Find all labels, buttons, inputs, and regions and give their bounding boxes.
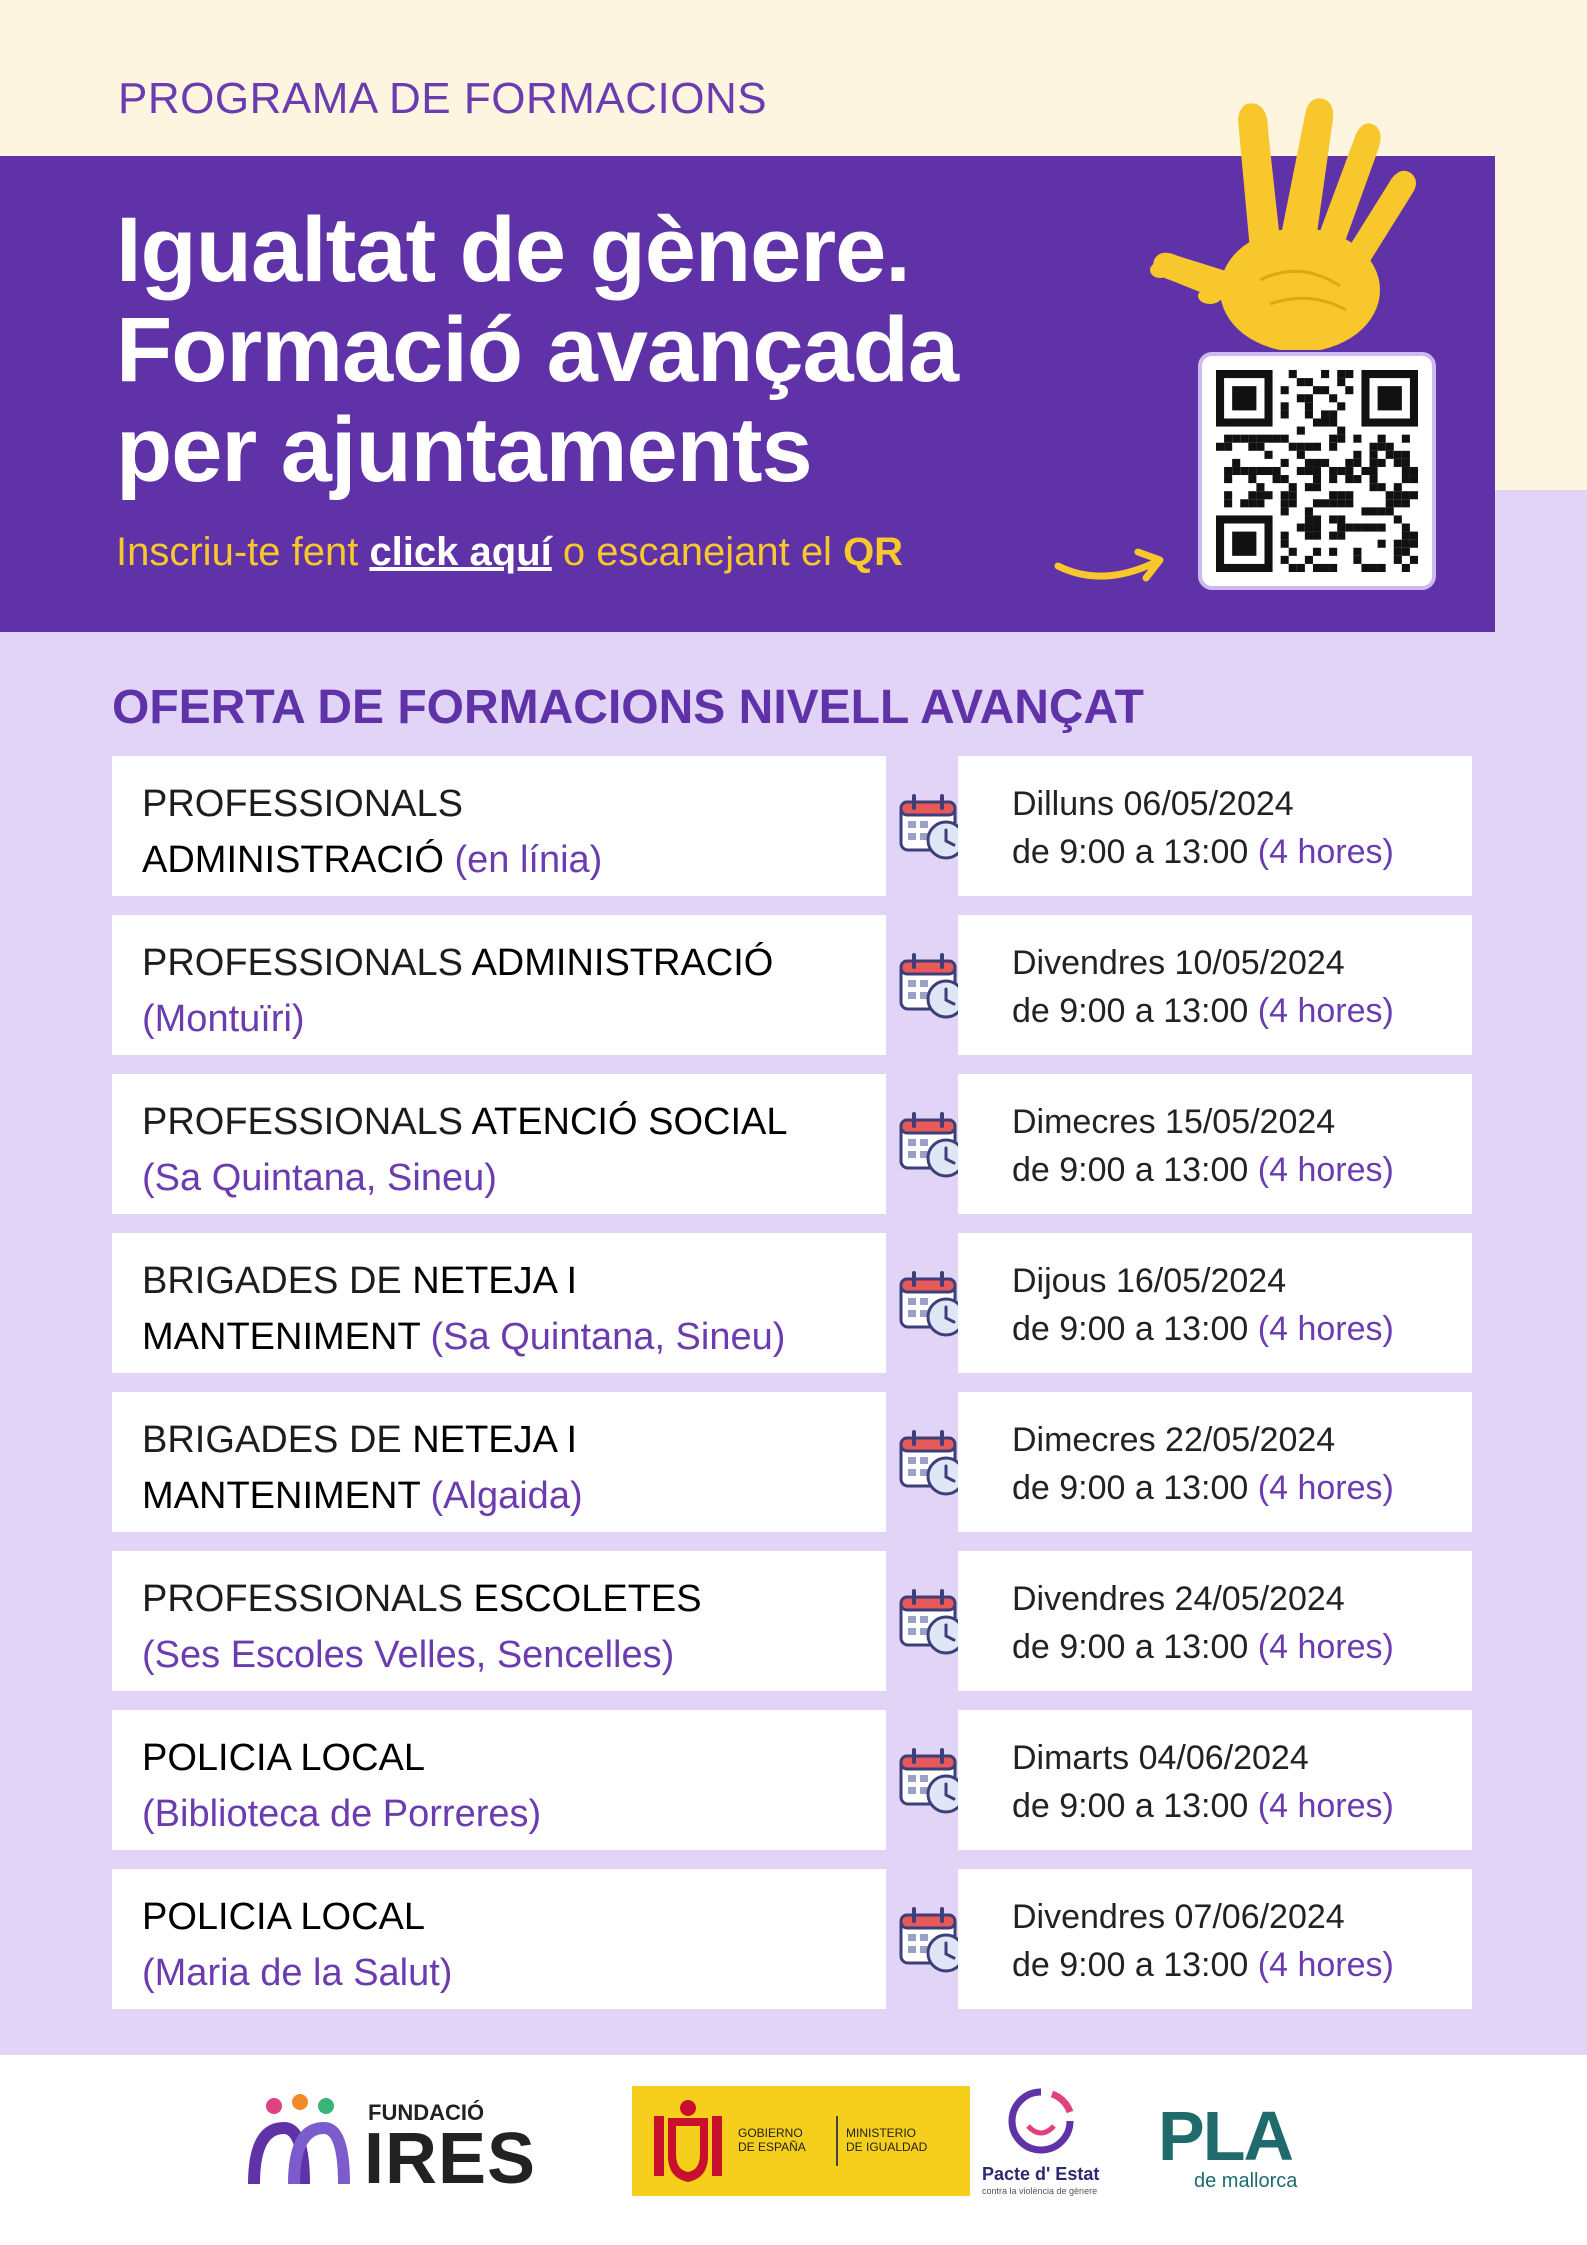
ministry-label: MINISTERIO DE IGUALDAD bbox=[846, 2126, 928, 2154]
training-card bbox=[112, 756, 886, 896]
schedule-hours: (4 hores) bbox=[1257, 1310, 1394, 1348]
training-card bbox=[112, 1233, 886, 1373]
fundacio-ires-logo bbox=[244, 2088, 537, 2199]
schedule-card bbox=[958, 1710, 1472, 1850]
registration-cta bbox=[116, 530, 903, 575]
training-card bbox=[112, 1074, 886, 1214]
training-audience: BRIGADES DE bbox=[142, 1419, 413, 1461]
training-card bbox=[112, 1392, 886, 1532]
training-title bbox=[142, 935, 882, 1047]
schedule-text bbox=[1012, 1098, 1394, 1194]
section-title: OFERTA DE FORMACIONS NIVELL AVANÇAT bbox=[112, 681, 1144, 734]
qr-code[interactable] bbox=[1198, 352, 1436, 590]
title-line-2: Formació avançada bbox=[116, 299, 959, 401]
schedule-time-prefix: de bbox=[1012, 1310, 1060, 1348]
schedule-text bbox=[1012, 1257, 1394, 1353]
schedule-day: Dimecres bbox=[1012, 1103, 1156, 1141]
schedule-text bbox=[1012, 1893, 1394, 1989]
training-card bbox=[112, 1551, 886, 1691]
schedule-day: Dijous bbox=[1012, 1262, 1107, 1300]
coat-of-arms-icon bbox=[646, 2096, 730, 2186]
schedule-date: 22/05/2024 bbox=[1165, 1421, 1336, 1459]
handprint-icon bbox=[1130, 90, 1470, 350]
schedule-card bbox=[958, 756, 1472, 896]
training-row bbox=[0, 1551, 1587, 1691]
gov-label: GOBIERNO DE ESPAÑA bbox=[738, 2126, 806, 2154]
schedule-card bbox=[958, 1392, 1472, 1532]
schedule-card bbox=[958, 1074, 1472, 1214]
training-area: POLICIA LOCAL bbox=[142, 1896, 426, 1938]
schedule-time: 9:00 a 13:00 bbox=[1059, 1151, 1249, 1189]
schedule-hours: (4 hores) bbox=[1257, 1469, 1394, 1507]
training-area: NETEJA I bbox=[412, 1419, 578, 1461]
schedule-time-prefix: de bbox=[1012, 1628, 1060, 1666]
schedule-card bbox=[958, 1551, 1472, 1691]
schedule-hours: (4 hores) bbox=[1257, 1628, 1394, 1666]
training-location: (Ses Escoles Velles, Sencelles) bbox=[142, 1634, 675, 1676]
title-line-1: Igualtat de gènere. bbox=[116, 199, 910, 301]
training-location: (Algaida) bbox=[419, 1475, 583, 1517]
schedule-text bbox=[1012, 939, 1394, 1035]
schedule-day: Divendres bbox=[1012, 1580, 1166, 1618]
schedule-date: 15/05/2024 bbox=[1165, 1103, 1336, 1141]
training-location: (Sa Quintana, Sineu) bbox=[419, 1316, 786, 1358]
schedule-date: 04/06/2024 bbox=[1138, 1739, 1309, 1777]
training-location: (Biblioteca de Porreres) bbox=[142, 1793, 542, 1835]
schedule-time: 9:00 a 13:00 bbox=[1059, 833, 1249, 871]
training-audience: PROFESSIONALS bbox=[142, 1578, 474, 1620]
registration-link[interactable]: click aquí bbox=[369, 530, 552, 574]
pacte-name: Pacte d' Estat bbox=[982, 2164, 1100, 2184]
schedule-hours: (4 hores) bbox=[1257, 1787, 1394, 1825]
training-audience: PROFESSIONALS bbox=[142, 1101, 472, 1143]
training-location: (Montuïri) bbox=[142, 998, 305, 1040]
training-area: NETEJA I bbox=[412, 1260, 578, 1302]
schedule-card bbox=[958, 1233, 1472, 1373]
training-area-cont: MANTENIMENT bbox=[142, 1475, 420, 1517]
schedule-hours: (4 hores) bbox=[1257, 992, 1394, 1030]
schedule-day: Divendres bbox=[1012, 1898, 1166, 1936]
schedule-hours: (4 hores) bbox=[1257, 1151, 1394, 1189]
training-location: (Maria de la Salut) bbox=[142, 1952, 453, 1994]
schedule-time-prefix: de bbox=[1012, 1946, 1060, 1984]
training-audience: PROFESSIONALS bbox=[142, 942, 472, 984]
schedule-card bbox=[958, 915, 1472, 1055]
schedule-day: Divendres bbox=[1012, 944, 1166, 982]
schedule-time: 9:00 a 13:00 bbox=[1059, 1310, 1249, 1348]
qr-code-image bbox=[1216, 370, 1418, 572]
title-line-3: per ajuntaments bbox=[116, 399, 812, 501]
training-title bbox=[142, 1571, 882, 1683]
schedule-time-prefix: de bbox=[1012, 1151, 1060, 1189]
schedule-day: Dilluns bbox=[1012, 785, 1115, 823]
cta-qr-word: QR bbox=[843, 530, 904, 574]
schedule-time: 9:00 a 13:00 bbox=[1059, 1946, 1249, 1984]
training-row bbox=[0, 915, 1587, 1055]
training-card bbox=[112, 1710, 886, 1850]
training-row bbox=[0, 1392, 1587, 1532]
schedule-time-prefix: de bbox=[1012, 1787, 1060, 1825]
schedule-time-prefix: de bbox=[1012, 833, 1060, 871]
gobierno-espana-logo bbox=[632, 2086, 970, 2196]
schedule-date: 07/06/2024 bbox=[1174, 1898, 1345, 1936]
training-location: (Sa Quintana, Sineu) bbox=[142, 1157, 497, 1199]
schedule-hours: (4 hores) bbox=[1257, 833, 1394, 871]
schedule-day: Dimarts bbox=[1012, 1739, 1130, 1777]
schedule-day: Dimecres bbox=[1012, 1421, 1156, 1459]
training-title bbox=[142, 1412, 882, 1524]
schedule-date: 16/05/2024 bbox=[1115, 1262, 1287, 1300]
schedule-time: 9:00 a 13:00 bbox=[1059, 1469, 1249, 1507]
training-title bbox=[142, 1253, 882, 1365]
cta-prefix: Inscriu-te fent bbox=[116, 530, 370, 574]
schedule-time: 9:00 a 13:00 bbox=[1059, 1787, 1249, 1825]
schedule-time: 9:00 a 13:00 bbox=[1059, 1628, 1249, 1666]
pla-subtitle: de mallorca bbox=[1194, 2170, 1298, 2192]
pla-mallorca-logo bbox=[1158, 2096, 1308, 2196]
schedule-date: 06/05/2024 bbox=[1123, 785, 1294, 823]
training-row bbox=[0, 1710, 1587, 1850]
arrow-icon bbox=[1052, 540, 1172, 590]
schedule-time-prefix: de bbox=[1012, 992, 1060, 1030]
training-audience: BRIGADES DE bbox=[142, 1260, 413, 1302]
training-row bbox=[0, 756, 1587, 896]
background-accent bbox=[1495, 490, 1587, 630]
training-location: (en línia) bbox=[443, 839, 603, 881]
schedule-date: 24/05/2024 bbox=[1174, 1580, 1345, 1618]
training-row bbox=[0, 1074, 1587, 1214]
ires-name: IRES bbox=[364, 2119, 537, 2199]
training-area: ESCOLETES bbox=[473, 1578, 702, 1620]
schedule-card bbox=[958, 1869, 1472, 2009]
cta-middle: o escanejant el bbox=[551, 530, 844, 574]
schedule-date: 10/05/2024 bbox=[1174, 944, 1345, 982]
training-area: ADMINISTRACIÓ bbox=[471, 942, 774, 984]
training-card bbox=[112, 1869, 886, 2009]
ires-arcs-icon bbox=[244, 2088, 364, 2188]
training-card bbox=[112, 915, 886, 1055]
training-row bbox=[0, 1233, 1587, 1373]
ires-fundacio-label: FUNDACIÓ bbox=[368, 2100, 485, 2125]
training-area: ATENCIÓ SOCIAL bbox=[471, 1101, 788, 1143]
schedule-text bbox=[1012, 780, 1394, 876]
training-area: POLICIA LOCAL bbox=[142, 1737, 426, 1779]
program-label: PROGRAMA DE FORMACIONS bbox=[118, 74, 768, 123]
pacte-subtitle: contra la violència de gènere bbox=[982, 2186, 1098, 2196]
training-area-cont: ADMINISTRACIÓ bbox=[142, 839, 444, 881]
training-title bbox=[142, 776, 882, 888]
training-title bbox=[142, 1889, 882, 2001]
schedule-text bbox=[1012, 1416, 1394, 1512]
training-area-cont: MANTENIMENT bbox=[142, 1316, 420, 1358]
schedule-text bbox=[1012, 1575, 1394, 1671]
training-audience: PROFESSIONALS bbox=[142, 783, 463, 825]
schedule-hours: (4 hores) bbox=[1257, 1946, 1394, 1984]
schedule-text bbox=[1012, 1734, 1394, 1830]
training-title bbox=[142, 1094, 882, 1206]
pacte-circle-icon bbox=[1006, 2086, 1076, 2158]
pla-word: PLA bbox=[1158, 2097, 1292, 2175]
training-row bbox=[0, 1869, 1587, 2009]
schedule-time: 9:00 a 13:00 bbox=[1059, 992, 1249, 1030]
schedule-time-prefix: de bbox=[1012, 1469, 1060, 1507]
pacte-estat-logo bbox=[978, 2086, 1108, 2196]
training-title bbox=[142, 1730, 882, 1842]
gov-separator bbox=[836, 2116, 838, 2166]
page-title bbox=[116, 200, 958, 500]
